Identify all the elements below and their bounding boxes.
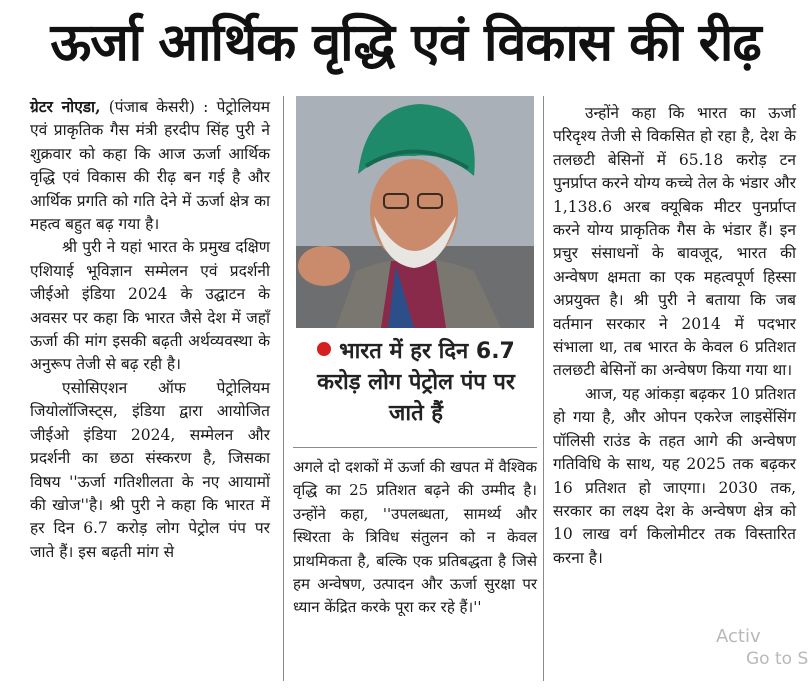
column-rule-right [543,96,544,681]
article-column-2 [293,456,537,620]
watermark-line-2: Go to S [746,649,809,669]
article-column-1 [30,95,270,564]
paragraph-6: आज, यह आंकड़ा बढ़कर 10 प्रतिशत हो गया है, और ओपन एकरेज लाइसेंसिंग पॉलिसी राउंड के तहत आगे की अन्वेषण गतिविधि के साथ, यह 2025 तक बढ़कर 16 प्रतिशत हो जाएगा। 2030 तक, सरकार का लक्ष्य देश के अन्वेषण क्षेत्र को 10 लाख वर्ग किलोमीटर तक विस्तारित करना है। [553,384,796,567]
pull-quote-text: भारत में हर दिन 6.7 करोड़ लोग पेट्रोल पंप पर जाते हैं [317,339,515,426]
column-rule-left [283,96,284,681]
portrait-photo-icon [296,96,534,328]
paragraph-1-text: पेट्रोलियम एवं प्राकृतिक गैस मंत्री हरदीप सिंह पुरी ने शुक्रवार को कहा कि आज ऊर्जा आर्थिक वृद्धि एवं विकास की रीढ़ बन गई है और आर्थिक प्रगति को गति देने में ऊर्जा क्षेत्र का महत्व बहुत बढ़ गया है। [30,98,270,234]
quote-rule [293,447,537,448]
paragraph-1 [30,95,270,236]
article-column-3 [553,102,796,570]
paragraph-4: अगले दो दशकों में ऊर्जा की खपत में वैश्विक वृद्धि का 25 प्रतिशत बढ़ने की उम्मीद है। उन्होंने कहा, ''उपलब्धता, सामर्थ्य और स्थिरता के त्रिविध संतुलन को न केवल प्राथमिकता है, बल्कि एक प्रतिबद्धता है जिसे हम अन्वेषण, उत्पादन और ऊर्जा सुरक्षा पर ध्यान केंद्रित करके पूरा कर रहे हैं।'' [293,458,537,617]
activation-watermark [716,626,808,670]
paragraph-3: एसोसिएशन ऑफ पेट्रोलियम जियोलॉजिस्ट्स, इंडिया द्वारा आयोजित जीईओ इंडिया 2024, सम्मेलन और प्रदर्शनी का छठा संस्करण है, जिसका विषय ''ऊर्जा गतिशीलता के नए आयामों की खोज''है। श्री पुरी ने कहा कि भारत में हर दिन 6.7 करोड़ लोग पेट्रोल पंप पर जाते हैं। इस बढ़ती मांग से [30,378,270,561]
paragraph-2: श्री पुरी ने यहां भारत के प्रमुख दक्षिण एशियाई भूविज्ञान सम्मेलन एवं प्रदर्शनी जीईओ इंडिया 2024 के उद्घाटन के अवसर पर कहा कि भारत जैसे देश में जहाँ ऊर्जा की मांग इसकी बढ़ती अर्थव्यवस्था के अनुरूप तेजी से बढ़ रही है। [30,238,270,374]
source-credit: (पंजाब केसरी) : [108,98,209,116]
watermark-line-1: Activ [716,626,761,647]
pull-quote [300,336,532,429]
portrait-photo [296,96,534,328]
red-bullet-icon [317,342,331,356]
dateline: ग्रेटर नोएडा, [30,97,101,116]
headline: ऊर्जा आर्थिक वृद्धि एवं विकास की रीढ़ [50,13,761,73]
paragraph-5: उन्होंने कहा कि भारत का ऊर्जा परिदृश्य तेजी से विकसित हो रहा है, देश के तलछटी बेसिनों में 65.18 करोड़ टन पुनर्प्राप्त करने योग्य कच्चे तेल के भंडार और 1,138.6 अरब क्यूबिक मीटर पुनर्प्राप्त करने योग्य प्राकृतिक गैस के भंडार हैं। इन प्रचुर संसाधनों के बावजूद, भारत की अन्वेषण क्षमता का एक महत्वपूर्ण हिस्सा अप्रयुक्त है। श्री पुरी ने बताया कि जब वर्तमान सरकार ने 2014 में पदभार संभाला था, तब भारत के केवल 6 प्रतिशत तलछटी बेसिनों का अन्वेषण किया गया था। [553,104,796,380]
